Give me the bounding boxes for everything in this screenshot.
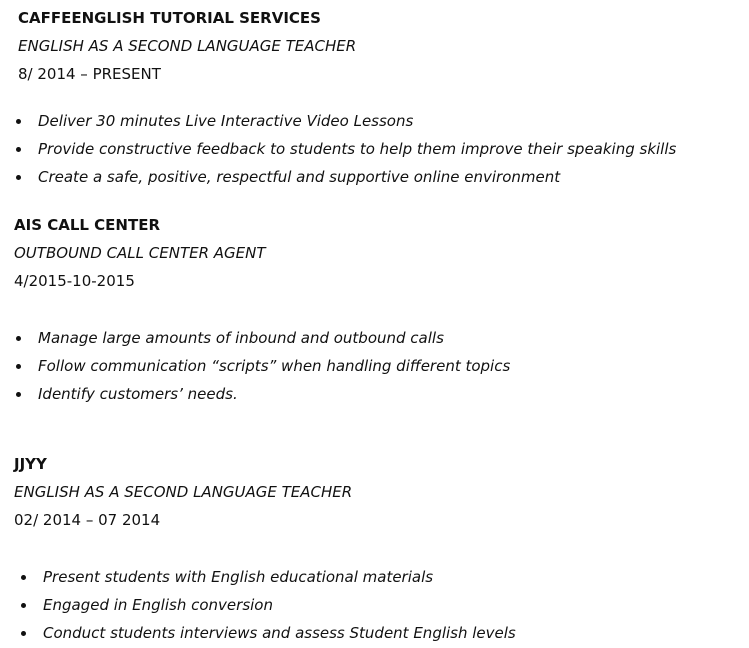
job-3-duty: Present students with English educational materials xyxy=(43,568,434,586)
job-2-company: AIS CALL CENTER xyxy=(14,216,161,234)
job-1-role: ENGLISH AS A SECOND LANGUAGE TEACHER xyxy=(18,37,357,55)
bullet-icon xyxy=(21,631,26,636)
job-3-role: ENGLISH AS A SECOND LANGUAGE TEACHER xyxy=(14,483,353,501)
bullet-icon xyxy=(16,336,21,341)
job-3-duty: Conduct students interviews and assess Student English levels xyxy=(43,624,516,642)
job-2-dates: 4/2015-10-2015 xyxy=(14,272,135,290)
job-2-duty: Manage large amounts of inbound and outbound calls xyxy=(38,329,444,347)
bullet-icon xyxy=(16,175,21,180)
job-3-dates: 02/ 2014 – 07 2014 xyxy=(14,511,161,529)
job-1-company: CAFFEENGLISH TUTORIAL SERVICES xyxy=(18,9,321,27)
bullet-icon xyxy=(21,575,26,580)
job-1-duty: Deliver 30 minutes Live Interactive Video Lessons xyxy=(38,112,414,130)
bullet-icon xyxy=(16,147,21,152)
job-2-role: OUTBOUND CALL CENTER AGENT xyxy=(14,244,266,262)
bullet-icon xyxy=(16,119,21,124)
job-3-duty: Engaged in English conversion xyxy=(43,596,273,614)
job-1-dates: 8/ 2014 – PRESENT xyxy=(18,65,161,83)
job-2-duty: Follow communication “scripts” when handling different topics xyxy=(38,357,511,375)
bullet-icon xyxy=(16,364,21,369)
bullet-icon xyxy=(16,392,21,397)
job-2-duty: Identify customers’ needs. xyxy=(38,385,238,403)
job-3-company: JJYY xyxy=(14,455,47,473)
job-1-duty: Create a safe, positive, respectful and supportive online environment xyxy=(38,168,561,186)
bullet-icon xyxy=(21,603,26,608)
job-1-duty: Provide constructive feedback to students to help them improve their speaking skills xyxy=(38,140,677,158)
